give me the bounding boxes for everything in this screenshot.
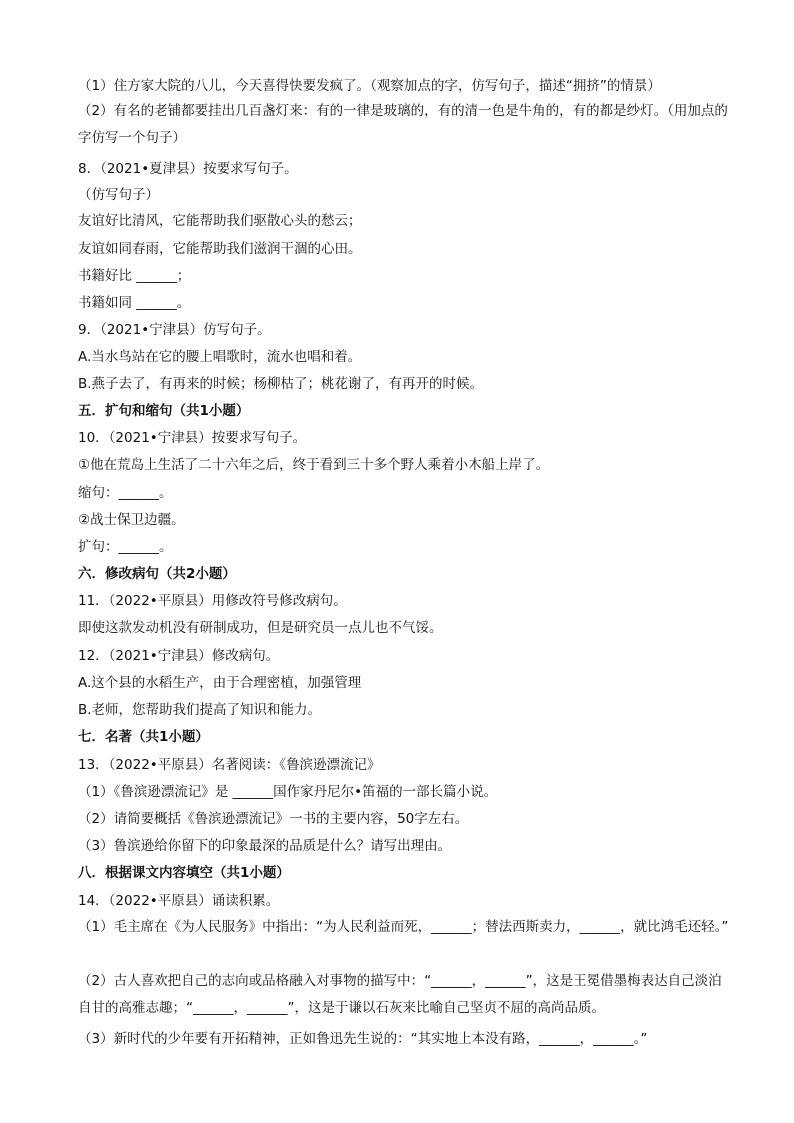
question-13-part-2: （2）请简要概括《鲁滨逊漂流记》一书的主要内容，50字左右。 [78, 811, 469, 827]
answer-line-2: 书籍如同 ______。 [78, 295, 191, 311]
question-12-option-a: A.这个县的水稻生产，由于合理密植，加强管理 [78, 675, 362, 691]
question-7-part-2: （2）有名的老铺都要挂出几百盏灯来：有的一律是玻璃的，有的清一色是牛角的，有的都是纱灯。（用加点的字仿写一个句子） [78, 103, 728, 146]
answer-expand: 扩句：______。 [78, 539, 173, 555]
question-10-title: 10．（2021•宁津县）按要求写句子。 [78, 430, 307, 446]
answer-line-1: 书籍好比 ______； [78, 268, 191, 284]
question-9-option-b: B.燕子去了，有再来的时候；杨柳枯了；桃花谢了，有再开的时候。 [78, 376, 484, 392]
section-8-heading: 八．根据课文内容填空（共1小题） [78, 865, 290, 881]
example-sentence-1: 友谊好比清风，它能帮助我们驱散心头的愁云； [78, 213, 362, 229]
question-13-part-1: （1）《鲁滨逊漂流记》是 ______国作家丹尼尔•笛福的一部长篇小说。 [78, 784, 498, 800]
question-9-option-a: A.当水鸟站在它的腰上唱歌时，流水也唱和着。 [78, 349, 362, 365]
example-sentence-2: 友谊如同春雨，它能帮助我们滋润干涸的心田。 [78, 241, 362, 257]
question-12-option-b: B.老师，您帮助我们提高了知识和能力。 [78, 702, 322, 718]
question-10-sentence-1: ①他在荒岛上生活了二十六年之后，终于看到三十多个野人乘着小木船上岸了。 [78, 457, 550, 473]
section-7-heading: 七．名著（共1小题） [78, 729, 209, 745]
question-11-sentence: 即使这款发动机没有研制成功，但是研究员一点儿也不气馁。 [78, 620, 443, 636]
question-7-part-1: （1）住方家大院的八儿，今天喜得快要发疯了。（观察加点的字，仿写句子，描述“拥挤”的情景） [78, 78, 661, 94]
question-14-part-1: （1）毛主席在《为人民服务》中指出：“为人民利益而死，______；替法西斯卖力，______，就比鸿毛还轻。” [78, 919, 729, 935]
answer-shorten: 缩句：______。 [78, 485, 173, 501]
question-13-title: 13．（2022•平原县）名著阅读：《鲁滨逊漂流记》 [78, 757, 381, 773]
question-8-title: 8．（2021•夏津县）按要求写句子。 [78, 161, 298, 177]
question-8-instruction: （仿写句子） [78, 187, 159, 203]
question-14-title: 14．（2022•平原县）诵读积累。 [78, 893, 280, 909]
question-11-title: 11．（2022•平原县）用修改符号修改病句。 [78, 593, 347, 609]
question-10-sentence-2: ②战士保卫边疆。 [78, 512, 185, 528]
question-12-title: 12．（2021•宁津县）修改病句。 [78, 648, 280, 664]
question-14-part-3: （3）新时代的少年要有开拓精神，正如鲁迅先生说的：“其实地上本没有路，______，______。” [78, 1031, 648, 1047]
section-5-heading: 五．扩句和缩句（共1小题） [78, 403, 250, 419]
section-6-heading: 六．修改病句（共2小题） [78, 566, 236, 582]
question-13-part-3: （3）鲁滨逊给你留下的印象最深的品质是什么？请写出理由。 [78, 838, 452, 854]
question-9-title: 9．（2021•宁津县）仿写句子。 [78, 322, 271, 338]
question-14-part-2: （2）古人喜欢把自己的志向或品格融入对事物的描写中：“______，______”，这是王冕借墨梅表达自己淡泊自甘的高雅志趣；“______，______”，这是于谦以石灰来比喻自己坚贞不屈的高尚品质。 [78, 973, 722, 1016]
